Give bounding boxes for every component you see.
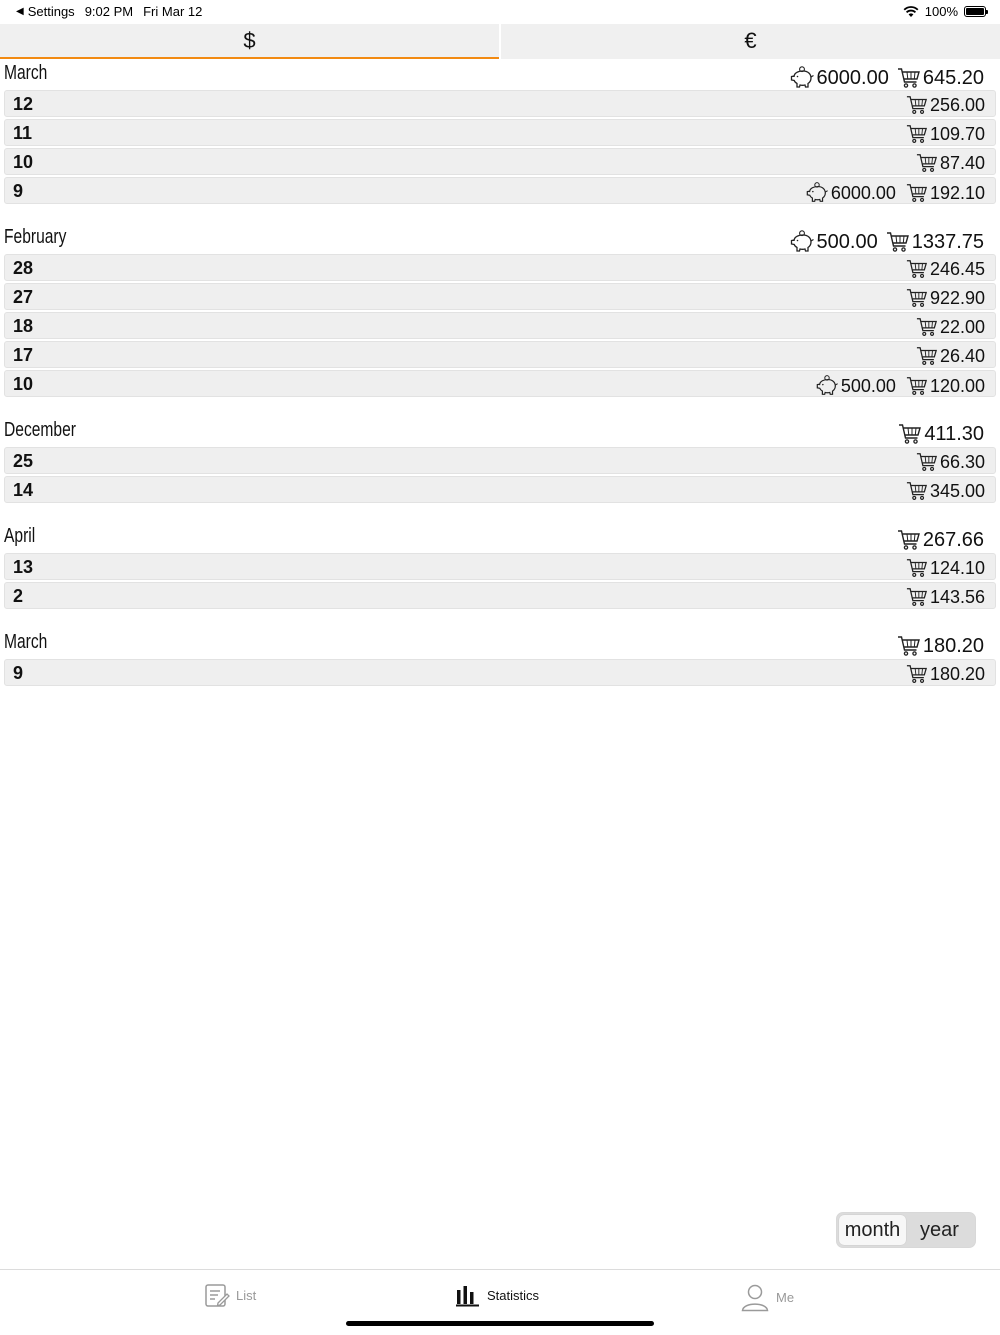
status-bar (0, 0, 1000, 24)
piggy-bank-icon (805, 181, 829, 205)
day-number: 17 (13, 345, 34, 365)
day-row[interactable] (4, 312, 996, 339)
day-expense (906, 375, 985, 397)
day-row[interactable] (4, 283, 996, 310)
day-amounts (906, 557, 985, 579)
status-date: Fri Mar 12 (143, 4, 203, 19)
status-left (16, 4, 202, 19)
month-group (0, 224, 1000, 397)
day-row[interactable] (4, 447, 996, 474)
day-expense-value: 192.10 (929, 182, 985, 203)
currency-tabs (0, 24, 1000, 59)
status-right (903, 4, 986, 19)
day-amounts (805, 181, 985, 205)
month-income-total (789, 229, 878, 255)
day-expense-value: 124.10 (929, 557, 985, 578)
day-number: 13 (13, 557, 34, 577)
day-row[interactable] (4, 254, 996, 281)
battery-icon (964, 6, 986, 17)
day-expense-value: 22.00 (939, 316, 985, 337)
day-expense (906, 663, 985, 685)
month-totals (897, 634, 984, 658)
day-amounts (815, 374, 985, 398)
day-amounts (906, 258, 985, 280)
day-income-value: 500.00 (840, 375, 896, 396)
shopping-cart-icon (916, 316, 938, 338)
month-title: February (4, 226, 67, 248)
month-header (0, 629, 1000, 659)
day-amounts (916, 345, 985, 367)
day-amounts (906, 586, 985, 608)
month-expense-value: 180.20 (922, 634, 984, 657)
month-group (0, 629, 1000, 686)
month-expense-total (898, 422, 984, 446)
day-expense-value: 256.00 (929, 94, 985, 115)
day-expense (906, 557, 985, 579)
currency-tab-dollar[interactable]: $ (0, 24, 499, 59)
shopping-cart-icon (906, 182, 928, 204)
day-expense (916, 316, 985, 338)
month-income-total (789, 65, 889, 91)
day-number: 9 (13, 181, 24, 201)
month-title: December (4, 419, 76, 441)
month-expense-value: 411.30 (924, 422, 984, 445)
month-totals (789, 65, 984, 91)
month-title: March (4, 631, 48, 653)
wifi-icon (903, 6, 919, 18)
piggy-bank-icon (789, 229, 815, 255)
month-expense-total (897, 66, 984, 90)
month-totals (789, 229, 984, 255)
day-number: 10 (13, 152, 34, 172)
statistics-list (0, 60, 1000, 706)
shopping-cart-icon (906, 94, 928, 116)
month-group (0, 60, 1000, 204)
day-amounts (906, 123, 985, 145)
day-expense (916, 345, 985, 367)
day-expense (916, 152, 985, 174)
shopping-cart-icon (906, 287, 928, 309)
shopping-cart-icon (898, 422, 922, 446)
day-expense-value: 26.40 (939, 345, 985, 366)
day-expense (906, 94, 985, 116)
tab-list-label: List (236, 1287, 257, 1303)
day-number: 25 (13, 451, 34, 471)
day-expense-value: 120.00 (929, 375, 985, 396)
shopping-cart-icon (916, 451, 938, 473)
battery-percent: 100% (924, 4, 958, 19)
day-amounts (916, 451, 985, 473)
day-amounts (916, 152, 985, 174)
day-row[interactable] (4, 341, 996, 368)
day-expense-value: 143.56 (929, 586, 985, 607)
back-arrow-icon[interactable]: ◀ (16, 6, 24, 17)
month-group (0, 417, 1000, 503)
day-row[interactable] (4, 659, 996, 686)
bar-chart-icon (455, 1282, 481, 1308)
month-title: April (4, 525, 36, 547)
tab-list[interactable] (204, 1282, 256, 1308)
status-time: 9:02 PM (84, 4, 134, 19)
day-number: 10 (13, 374, 34, 394)
tab-me-label: Me (776, 1289, 795, 1305)
day-number: 28 (13, 258, 34, 278)
shopping-cart-icon (897, 528, 921, 552)
shopping-cart-icon (916, 345, 938, 367)
day-expense-value: 66.30 (939, 451, 985, 472)
back-to-settings[interactable]: Settings (27, 4, 75, 19)
day-row[interactable] (4, 148, 996, 175)
day-row[interactable] (4, 119, 996, 146)
period-segmented-control (836, 1212, 976, 1248)
month-expense-value: 645.20 (922, 66, 984, 89)
shopping-cart-icon (906, 123, 928, 145)
day-expense (906, 287, 985, 309)
day-amounts (916, 316, 985, 338)
day-amounts (906, 287, 985, 309)
tab-statistics-label: Statistics (487, 1287, 540, 1303)
day-row[interactable] (4, 370, 996, 397)
day-row[interactable] (4, 582, 996, 609)
day-number: 12 (13, 94, 34, 114)
segment-year[interactable]: year (920, 1219, 959, 1241)
day-expense-value: 345.00 (929, 480, 985, 501)
segment-month[interactable]: month (839, 1215, 906, 1245)
day-income (815, 374, 896, 398)
piggy-bank-icon (789, 65, 815, 91)
month-header (0, 523, 1000, 553)
day-expense (906, 182, 985, 204)
month-header (0, 417, 1000, 447)
day-number: 18 (13, 316, 34, 336)
currency-tab-euro[interactable]: € (501, 24, 1000, 59)
shopping-cart-icon (897, 66, 921, 90)
day-expense (916, 451, 985, 473)
day-expense-value: 246.45 (929, 258, 985, 279)
day-row[interactable] (4, 90, 996, 117)
month-expense-value: 267.66 (922, 528, 984, 551)
day-expense-value: 87.40 (939, 152, 985, 173)
day-number: 27 (13, 287, 34, 307)
day-number: 14 (13, 480, 34, 500)
shopping-cart-icon (906, 586, 928, 608)
day-amounts (906, 94, 985, 116)
piggy-bank-icon (815, 374, 839, 398)
tab-me[interactable] (740, 1282, 794, 1312)
day-row[interactable] (4, 476, 996, 503)
shopping-cart-icon (906, 258, 928, 280)
month-totals (897, 528, 984, 552)
month-income-value: 6000.00 (816, 66, 889, 89)
month-income-value: 500.00 (816, 230, 878, 253)
day-expense-value: 180.20 (929, 663, 985, 684)
shopping-cart-icon (906, 663, 928, 685)
day-expense (906, 480, 985, 502)
day-expense (906, 258, 985, 280)
person-icon (740, 1282, 770, 1312)
day-income-value: 6000.00 (830, 182, 896, 203)
month-expense-total (897, 634, 984, 658)
day-number: 2 (13, 586, 24, 606)
day-amounts (906, 663, 985, 685)
list-icon (204, 1282, 230, 1308)
day-expense (906, 586, 985, 608)
day-amounts (906, 480, 985, 502)
month-expense-value: 1337.75 (911, 230, 984, 253)
home-indicator[interactable] (346, 1321, 654, 1326)
shopping-cart-icon (906, 480, 928, 502)
shopping-cart-icon (916, 152, 938, 174)
month-header (0, 224, 1000, 254)
day-row[interactable] (4, 177, 996, 204)
shopping-cart-icon (906, 557, 928, 579)
day-expense-value: 922.90 (929, 287, 985, 308)
shopping-cart-icon (906, 375, 928, 397)
day-number: 11 (13, 123, 33, 143)
day-number: 9 (13, 663, 24, 683)
day-expense-value: 109.70 (929, 123, 985, 144)
month-group (0, 523, 1000, 609)
month-totals (898, 422, 984, 446)
day-income (805, 181, 896, 205)
month-header (0, 60, 1000, 90)
shopping-cart-icon (886, 230, 910, 254)
day-row[interactable] (4, 553, 996, 580)
month-expense-total (886, 230, 984, 254)
tab-statistics[interactable] (455, 1282, 539, 1308)
month-title: March (4, 62, 48, 84)
shopping-cart-icon (897, 634, 921, 658)
month-expense-total (897, 528, 984, 552)
day-expense (906, 123, 985, 145)
